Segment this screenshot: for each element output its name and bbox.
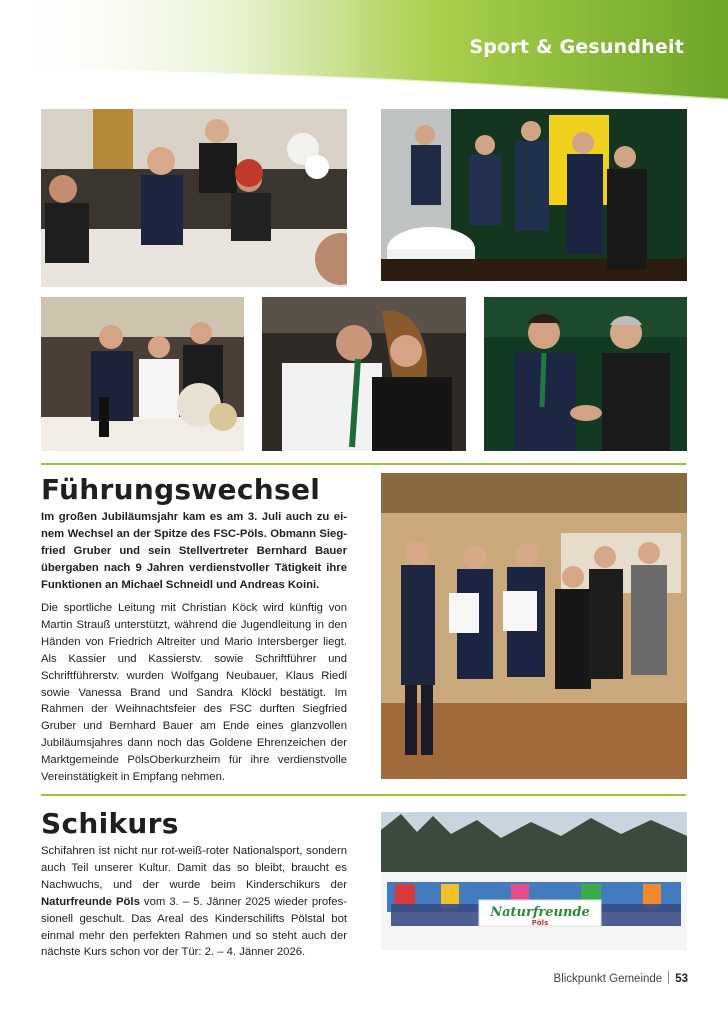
divider-rule bbox=[41, 794, 686, 796]
article-lead: Im großen Jubiläumsjahr kam es am 3. Juli auch zu einem Wechsel an der Spitze des FSC-Pöls. Obmann Siegfried Gruber und sein Stellvertreter Bernhard Bauer übergaben nach 9 Jahren verdienstvoller Tätigkeit ihre Funktionen an Michael Schneidl und Andreas Koini. bbox=[41, 511, 347, 591]
banner-text: Naturfreunde bbox=[490, 905, 590, 920]
photo-icon bbox=[484, 297, 687, 451]
photo-guests-at-table bbox=[41, 297, 244, 451]
photo-ski-course-group bbox=[381, 812, 687, 950]
page-number: 53 bbox=[675, 973, 688, 985]
body-text: vom 3. – 5. Jänner 2025 wieder professionell geschult. Das Areal des Kinderschilifts Pölstal bot einmal mehr den perfekten Rahmen und so steht auch der nächste Kurs schon vor der Tür: 2. – 4. Jänner 2026. bbox=[41, 895, 347, 959]
photo-group-certificates bbox=[381, 473, 687, 779]
photo-stage-ceremony bbox=[381, 109, 687, 281]
photo-gala-dinner-table bbox=[41, 109, 347, 287]
body-text: Schifahren ist nicht nur rot-weiß-roter Nationalsport, sondern auch Teil unserer Kultur. Damit das so bleibt, braucht es Nachwuchs, und der wurde beim Kinderschikurs der bbox=[41, 845, 347, 891]
article-body-schikurs bbox=[41, 843, 347, 961]
body-text-bold: Naturfreunde Pöls bbox=[41, 895, 140, 908]
divider-rule bbox=[41, 463, 686, 465]
photo-icon bbox=[41, 109, 347, 287]
article-body: Die sportliche Leitung mit Christian Köck wird künftig von Martin Strauß unterstützt, während die Jugendleitung in den Händen von Friedrich Altreiter und Mario Intersberger liegt. Als Kassier und Kassierstv. sowie Schriftführer und Schriftführerstv. wurden Wolfgang Neubauer, Klaus Riedl sowie Vanessa Brand und Sandra Klöckl bestätigt. Im Rahmen der Weihnachtsfeier des FSC durften Siegfried Gruber und Bernhard Bauer am Ende eines glanzvollen Jubiläumsjahres dann noch das Goldene Ehrenzeichen der Marktgemeinde PölsOberkurzheim für ihre verdienstvolle Vereinstätigkeit in Empfang nehmen. bbox=[41, 602, 347, 784]
publication-name: Blickpunkt Gemeinde bbox=[553, 973, 663, 985]
footer-separator bbox=[668, 971, 669, 984]
banner-subtext: Pöls bbox=[531, 919, 549, 927]
article-title-fuehrungswechsel: Führungswechsel bbox=[41, 473, 321, 506]
section-label: Sport & Gesundheit bbox=[469, 36, 684, 58]
article-title-schikurs: Schikurs bbox=[41, 807, 179, 840]
photo-icon bbox=[262, 297, 466, 451]
photo-icon bbox=[381, 812, 687, 950]
photo-handshake bbox=[484, 297, 687, 451]
page-footer bbox=[554, 971, 688, 985]
photo-icon bbox=[41, 297, 244, 451]
photo-icon bbox=[381, 473, 687, 779]
photo-couple-smiling bbox=[262, 297, 466, 451]
photo-icon bbox=[381, 109, 687, 281]
header-band bbox=[0, 0, 728, 100]
